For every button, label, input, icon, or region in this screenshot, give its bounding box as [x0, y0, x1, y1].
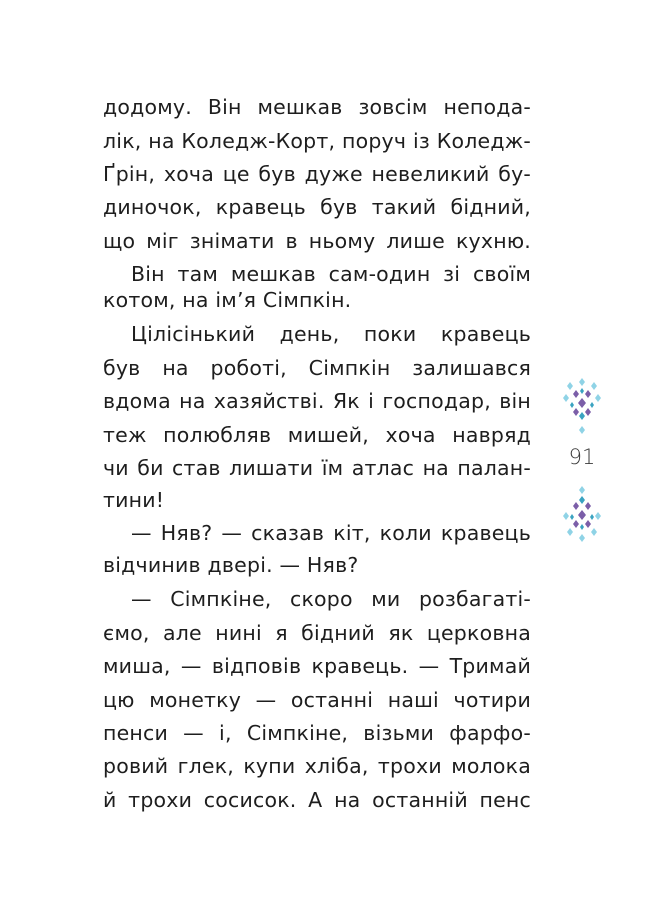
text-line: Ґрін, хоча це був дуже невеликий бу- [103, 162, 531, 186]
text-line: лік, на Коледж-Корт, поруч із Коледж- [103, 129, 531, 153]
text-line: миша, — відповів кравець. — Тримай [103, 654, 531, 678]
text-line: тини! [103, 488, 165, 512]
page-number: 91 [568, 445, 596, 469]
bottom-ornament-icon [562, 484, 602, 544]
text-line: — Сімпкіне, скоро ми розбагаті- [131, 587, 531, 611]
text-line: диночок, кравець був такий бідний, [103, 195, 531, 219]
text-line: відчинив двері. — Няв? [103, 553, 359, 577]
text-line: теж полюбляв мишей, хоча навряд [103, 423, 531, 447]
text-line: вдома на хазяйстві. Як і господар, він [103, 389, 531, 413]
text-line: був на роботі, Сімпкін залишався [103, 356, 531, 380]
text-line: що міг знімати в ньому лише кухню. [103, 229, 531, 253]
text-line: Цілісінький день, поки кравець [131, 322, 531, 346]
text-line: — Няв? — сказав кіт, коли кравець [131, 521, 531, 545]
text-line: додому. Він мешкав зовсім непода- [103, 95, 531, 119]
text-line: чи би став лишати їм атлас на палан- [103, 456, 531, 480]
text-line: Він там мешкав сам-один зі своїм [131, 262, 531, 286]
text-line: ровий глек, купи хліба, трохи молока [103, 754, 531, 778]
top-ornament-icon [562, 376, 602, 436]
text-line: котом, на ім’я Сімпкін. [103, 288, 352, 312]
text-line: ємо, але нині я бідний як церковна [103, 621, 531, 645]
text-line: цю монетку — останні наші чотири [103, 688, 531, 712]
text-line: пенси — і, Сімпкіне, візьми фарфо- [103, 721, 531, 745]
text-line: й трохи сосисок. А на останній пенс [103, 788, 531, 812]
